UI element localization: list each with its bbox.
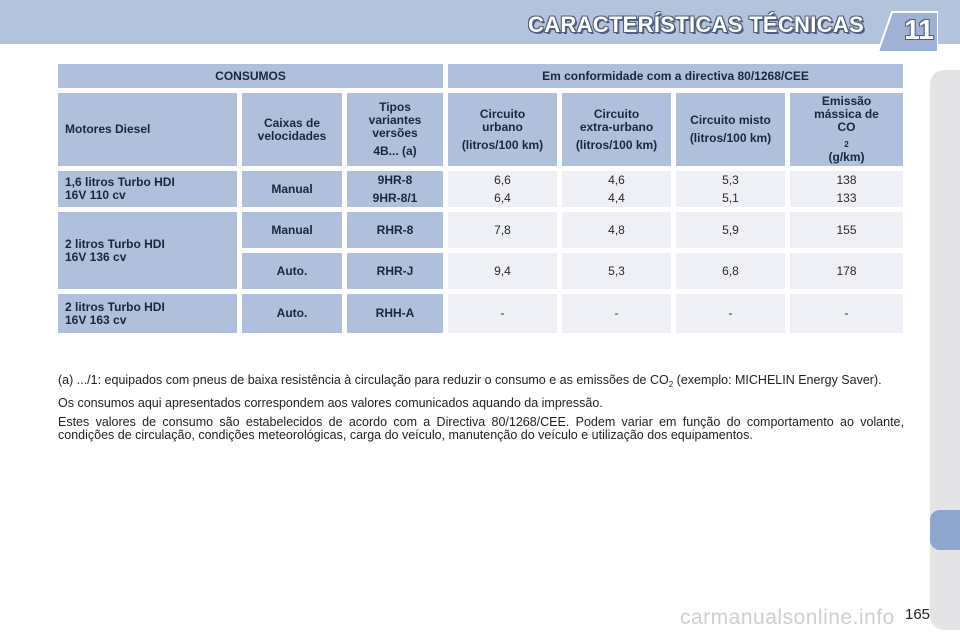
row1-urbano-b: 6,4 <box>494 190 511 205</box>
col-header-caixas <box>242 93 342 166</box>
page-number: 165 <box>905 606 931 623</box>
header-directive-label: Em conformidade com a directiva 80/1268/CEE <box>542 68 809 83</box>
row1-co2-b: 133 <box>836 190 857 205</box>
row1-caixa <box>242 171 342 207</box>
row3-tipo <box>347 253 443 289</box>
row4-co2-value: - <box>844 306 849 320</box>
col-header-emissao-line2: mássica de <box>814 107 879 121</box>
col-header-tipos-line1: Tipos <box>379 100 411 114</box>
col-header-extra-line1: Circuito <box>593 106 640 121</box>
row4-urbano-value: - <box>500 306 505 320</box>
col-header-misto <box>676 93 785 166</box>
col-header-emissao-line3 <box>829 121 865 164</box>
header-divider <box>0 44 960 48</box>
row3-tipo-label: RHR-J <box>376 263 414 278</box>
row1-misto-a: 5,3 <box>722 172 739 187</box>
col-header-urbano-line1: Circuito <box>479 106 526 121</box>
page-title: CARACTERÍSTICAS TÉCNICAS <box>528 12 864 37</box>
col-header-tipos-line4: 4B... (a) <box>373 144 417 158</box>
col-header-motores-label: Motores Diesel <box>65 122 151 136</box>
col-header-caixas-line1: Caixas de <box>263 115 321 130</box>
col-header-tipos <box>347 93 443 166</box>
row4-tipo <box>347 294 443 333</box>
row4-tipo-label: RHH-A <box>375 306 415 320</box>
row4-motor <box>58 294 237 333</box>
row2-misto <box>676 212 785 248</box>
col-header-urbano <box>448 93 557 166</box>
row2-motor-line1: 2 litros Turbo HDI <box>65 236 165 251</box>
col-header-motores <box>58 93 237 166</box>
row2-co2 <box>790 212 903 248</box>
row3-extra-value: 5,3 <box>608 263 625 278</box>
row2-caixa <box>242 212 342 248</box>
row3-misto <box>676 253 785 289</box>
header-consumos-label: CONSUMOS <box>215 68 286 83</box>
note-a-subscript: 2 <box>668 380 674 389</box>
row3-urbano-value: 9,4 <box>494 263 511 278</box>
row1-extra <box>562 171 671 207</box>
row1-caixa-label: Manual <box>271 181 313 196</box>
row1-tipo-a: 9HR-8 <box>377 172 413 187</box>
row3-misto-value: 6,8 <box>722 263 739 278</box>
row3-caixa <box>242 253 342 289</box>
co2-unit: (g/km) <box>828 150 865 164</box>
row1-misto-b: 5,1 <box>722 190 739 205</box>
note-c: Estes valores de consumo são estabelecidos de acordo com a Directiva 80/1268/CEE. Podem variar em função do comportamento ao volante, condições de circulação, condições meteorológicas, carga do veículo, manutenção do veículo e utilização dos equipamentos. <box>58 415 904 442</box>
row2-misto-value: 5,9 <box>722 222 739 237</box>
row2-tipo-label: RHR-8 <box>376 222 414 237</box>
col-header-urbano-unit: (litros/100 km) <box>461 137 544 152</box>
row1-co2 <box>790 171 903 207</box>
row2-caixa-label: Manual <box>271 222 313 237</box>
col-header-emissao-line1: Emissão <box>821 94 872 108</box>
chapter-number: 11 <box>904 14 934 45</box>
row1-tipo <box>347 171 443 207</box>
co2-label: CO <box>837 120 856 134</box>
row1-urbano <box>448 171 557 207</box>
col-header-extra <box>562 93 671 166</box>
row4-extra <box>562 294 671 333</box>
note-b: Os consumos aqui apresentados correspondem aos valores comunicados aquando da impressão. <box>58 396 603 410</box>
row1-misto <box>676 171 785 207</box>
row2-motor-line2: 16V 136 cv <box>65 249 127 264</box>
row1-urbano-a: 6,6 <box>494 172 511 187</box>
header-consumos <box>58 64 443 88</box>
row4-extra-value: - <box>614 306 619 320</box>
row1-extra-a: 4,6 <box>608 172 625 187</box>
note-a-text: (a) .../1: equipados com pneus de baixa resistência à circulação para reduzir o consumo e as emissões de CO <box>58 373 669 387</box>
col-header-urbano-line2: urbano <box>482 119 523 134</box>
row4-caixa <box>242 294 342 333</box>
row2-extra <box>562 212 671 248</box>
row1-motor <box>58 171 237 207</box>
row3-extra <box>562 253 671 289</box>
side-thumb-tab <box>930 510 960 550</box>
col-header-caixas-line2: velocidades <box>257 128 327 143</box>
row2-urbano <box>448 212 557 248</box>
co2-subscript: 2 <box>844 140 849 149</box>
row2-tipo <box>347 212 443 248</box>
row2-motor <box>58 212 237 289</box>
footnotes <box>58 374 904 448</box>
col-header-emissao <box>790 93 903 166</box>
row4-co2 <box>790 294 903 333</box>
col-header-extra-line2: extra-urbano <box>579 119 654 134</box>
row1-motor-line2: 16V 110 cv <box>65 188 126 202</box>
watermark-text: carmanualsonline.info <box>680 606 895 629</box>
row4-misto <box>676 294 785 333</box>
row1-co2-a: 138 <box>836 172 857 187</box>
row1-extra-b: 4,4 <box>608 190 625 205</box>
row3-co2 <box>790 253 903 289</box>
col-header-misto-unit: (litros/100 km) <box>689 131 772 145</box>
col-header-misto-line1: Circuito misto <box>690 113 771 127</box>
row1-tipo-b: 9HR-8/1 <box>372 190 418 205</box>
note-a <box>58 374 904 391</box>
row4-motor-line1: 2 litros Turbo HDI <box>65 299 165 314</box>
row4-urbano <box>448 294 557 333</box>
col-header-extra-unit: (litros/100 km) <box>575 137 658 152</box>
row3-urbano <box>448 253 557 289</box>
row3-co2-value: 178 <box>836 263 857 278</box>
row2-extra-value: 4,8 <box>608 222 625 237</box>
row2-co2-value: 155 <box>836 222 857 237</box>
col-header-tipos-line3: versões <box>372 126 418 140</box>
row4-caixa-label: Auto. <box>276 306 308 320</box>
row2-urbano-value: 7,8 <box>494 222 511 237</box>
row4-motor-line2: 16V 163 cv <box>65 312 127 327</box>
header-directive <box>448 64 903 88</box>
note-a-text-end: (exemplo: MICHELIN Energy Saver). <box>673 373 882 387</box>
row1-motor-line1: 1,6 litros Turbo HDI <box>65 175 175 189</box>
col-header-tipos-line2: variantes <box>368 113 422 127</box>
row3-caixa-label: Auto. <box>276 263 308 278</box>
row4-misto-value: - <box>728 306 733 320</box>
